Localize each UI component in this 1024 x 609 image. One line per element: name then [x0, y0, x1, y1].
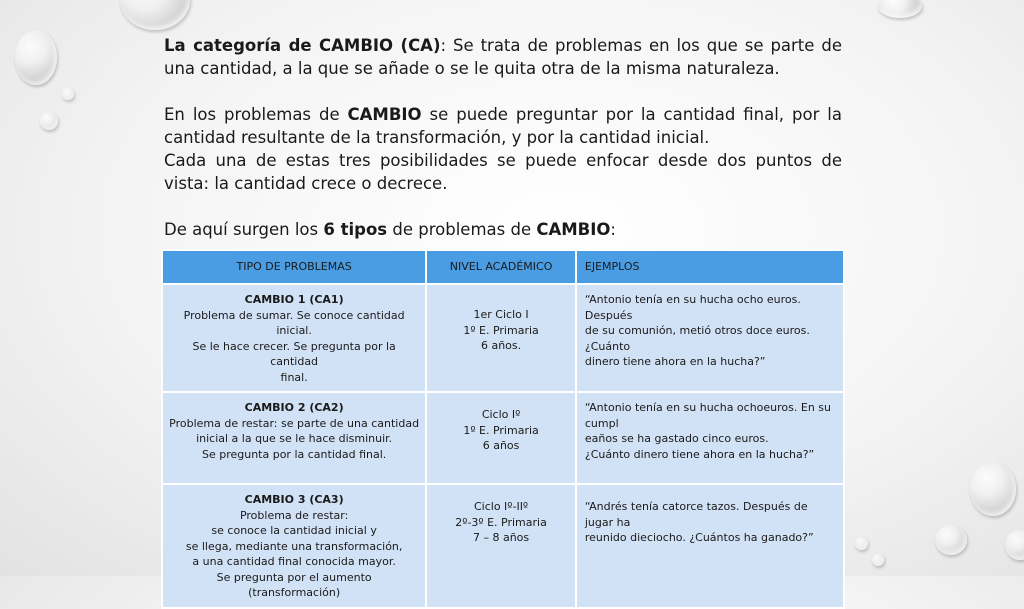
example-cell: “Antonio tenía en su hucha ochoeuros. En su cumpl eaños se ha gastado cinco euros. ¿Cuánto dinero tiene ahora en la hucha?” — [576, 392, 844, 484]
header-examples: EJEMPLOS — [576, 250, 844, 284]
example-cell: “Andrés tenía catorce tazos. Después de jugar ha reunido dieciocho. ¿Cuántos ha ganado?” — [576, 484, 844, 608]
table-row — [162, 284, 844, 392]
academic-level-cell: Ciclo Iº-IIº 2º-3º E. Primaria 7 – 8 años — [426, 484, 576, 608]
academic-level-cell: Ciclo Iº 1º E. Primaria 6 años — [426, 392, 576, 484]
problem-type-cell: CAMBIO 3 (CA3) Problema de restar: se conoce la cantidad inicial y se llega, mediante una transformación, a una cantidad final conocida mayor. Se pregunta por el aumento (transformación) — [162, 484, 426, 608]
table-header-row — [162, 250, 844, 284]
intro-text — [164, 34, 842, 241]
water-drop-decoration — [872, 554, 884, 566]
water-drop-decoration — [878, 0, 922, 18]
paragraph-definition: La categoría de CAMBIO (CA): Se trata de problemas en los que se parte de una cantidad, a la que se añade o se le quita otra de la misma naturaleza. — [164, 36, 842, 78]
water-drop-decoration — [120, 0, 190, 30]
water-drop-decoration — [970, 462, 1016, 516]
paragraph-questions: En los problemas de CAMBIO se puede preguntar por la cantidad final, por la cantidad resultante de la transformación, y por la cantidad inicial. — [164, 105, 842, 147]
water-drop-decoration — [40, 112, 58, 130]
table-row — [162, 484, 844, 608]
example-cell: “Antonio tenía en su hucha ocho euros. Después de su comunión, metió otros doce euros. ¿Cuánto dinero tiene ahora en la hucha?” — [576, 284, 844, 392]
paragraph-types: De aquí surgen los 6 tipos de problemas de CAMBIO: — [164, 220, 616, 239]
problem-type-cell: CAMBIO 1 (CA1) Problema de sumar. Se conoce cantidad inicial. Se le hace crecer. Se pregunta por la cantidad final. — [162, 284, 426, 392]
water-drop-decoration — [62, 88, 74, 100]
water-drop-decoration — [855, 537, 868, 550]
water-drop-decoration — [935, 525, 967, 555]
problem-type-cell: CAMBIO 2 (CA2) Problema de restar: se parte de una cantidad inicial a la que se le hace disminuir. Se pregunta por la cantidad final. — [162, 392, 426, 484]
academic-level-cell: 1er Ciclo I 1º E. Primaria 6 años. — [426, 284, 576, 392]
header-academic-level: NIVEL ACADÉMICO — [426, 250, 576, 284]
paragraph-perspectives: Cada una de estas tres posibilidades se puede enfocar desde dos puntos de vista: la cantidad crece o decrece. — [164, 151, 842, 193]
definition-term: La categoría de CAMBIO (CA) — [164, 36, 441, 55]
header-problem-type: TIPO DE PROBLEMAS — [162, 250, 426, 284]
problem-types-table — [161, 249, 845, 609]
table-row — [162, 392, 844, 484]
water-drop-decoration — [15, 30, 57, 85]
water-drop-decoration — [1005, 530, 1024, 560]
